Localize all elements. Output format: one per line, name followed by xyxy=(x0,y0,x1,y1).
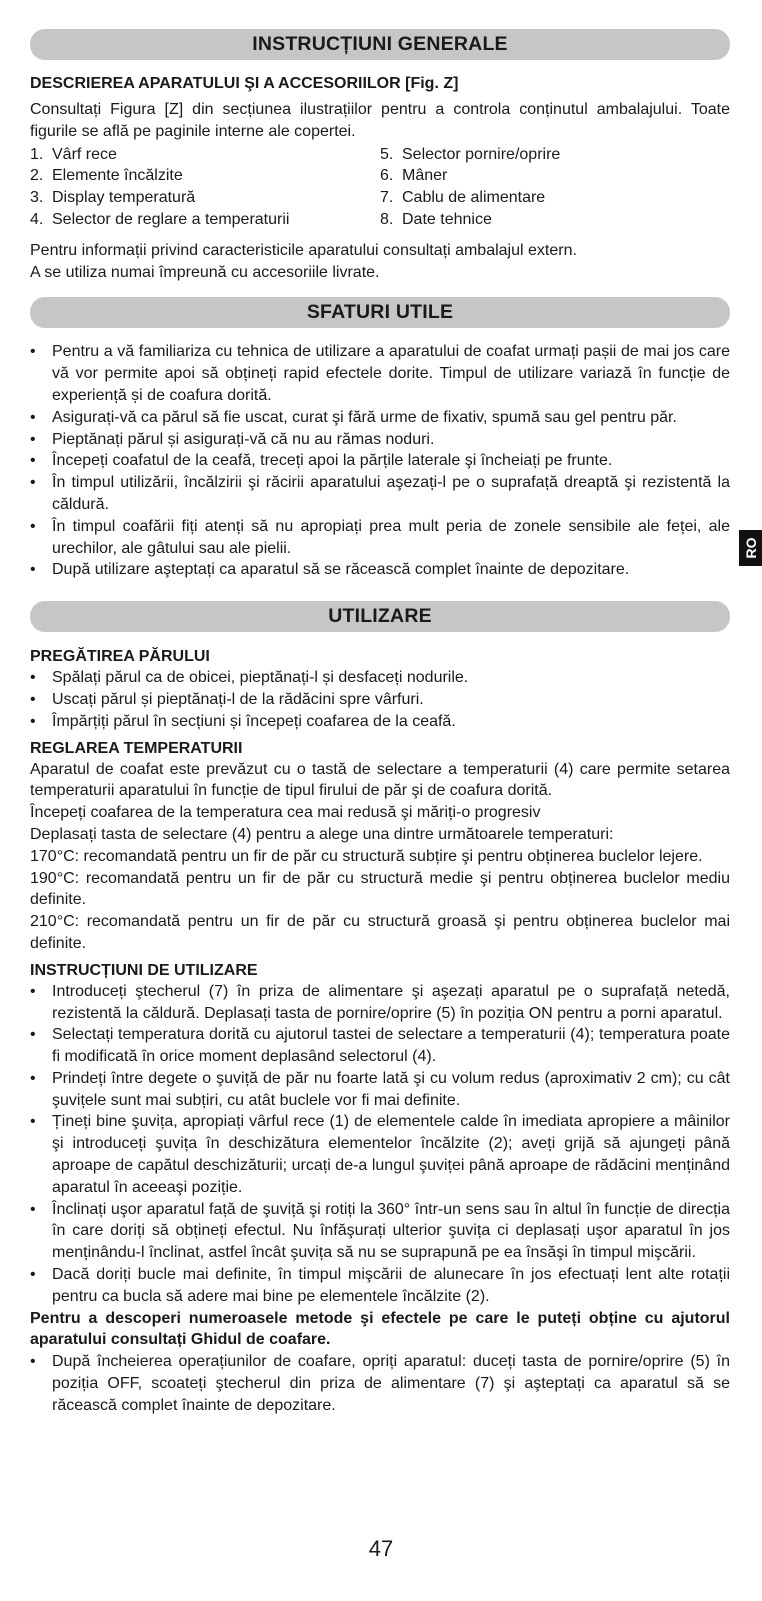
parts-list-item: 2. Elemente încălzite xyxy=(30,167,183,185)
list-item: • Spălați părul ca de obicei, pieptănați-l și desfaceți nodurile. xyxy=(30,667,730,689)
list-item: • Pieptănați părul și asigurați-vă că nu au rămas noduri. xyxy=(30,429,730,451)
page-content xyxy=(30,29,730,1417)
section-header-tips: SFATURI UTILE xyxy=(30,297,730,328)
section-header-general: INSTRUCȚIUNI GENERALE xyxy=(30,29,730,60)
list-item: • În timpul coafării fiți atenți să nu apropiați prea mult peria de zonele sensibile ale feței, ale urechilor, ale gâtului sau ale pielii. xyxy=(30,516,730,560)
prep-list xyxy=(30,667,730,732)
tips-list xyxy=(30,341,730,581)
list-item: • Împărțiți părul în secțiuni și începeți coafarea de la ceafă. xyxy=(30,711,730,733)
list-item: • După utilizare aşteptați ca aparatul să se răcească complet înainte de depozitare. xyxy=(30,559,730,581)
list-item: • Uscați părul și pieptănați-l de la rădăcini spre vârfuri. xyxy=(30,689,730,711)
list-item: • Pentru a vă familiariza cu tehnica de utilizare a aparatului de coafat urmați pașii de mai jos care vă vor permite apoi să obțineți rapid efectele dorite. Timpul de utilizare variază în funcție de experiență și de coafura dorită. xyxy=(30,341,730,406)
subheading-hair-prep: PREGĂTIREA PĂRULUI xyxy=(30,648,210,666)
parts-list-item: 3. Display temperatură xyxy=(30,189,196,207)
temperature-paragraph: Începeți coafarea de la temperatura cea mai redusă şi măriți-o progresiv xyxy=(30,804,541,822)
parts-list-item: 4. Selector de reglare a temperaturii xyxy=(30,210,290,228)
list-item: • Țineți bine şuvița, apropiați vârful rece (1) de elementele calde în imediata apropiere a mâinilor şi introduceți şuvița în deschizătura elementelor încălzite (2); aveți grijă să ajungeți până aproape de capătul deschizăturii; urcați de-a lungul şuviței până aproape de rădăcini menținând aparatul în aceeaşi poziție. xyxy=(30,1111,730,1198)
list-item: • Dacă doriți bucle mai definite, în timpul mişcării de alunecare în jos efectuați lent alte rotații pentru ca bucla să adere mai bine pe elementele încălzite (2). xyxy=(30,1264,730,1308)
language-tab: RO xyxy=(739,530,762,566)
temperature-option: 190°C: recomandată pentru un fir de păr cu structură medie şi pentru obținerea buclelor mediu definite. xyxy=(30,869,730,909)
parts-list-item: 1. Vârf rece xyxy=(30,145,117,163)
section-header-usage: UTILIZARE xyxy=(30,601,730,632)
parts-column-left xyxy=(30,144,380,231)
list-item: • După încheierea operațiunilor de coafare, opriți aparatul: duceți tasta de pornire/oprire (5) în poziția OFF, scoateți ştecherul din priza de alimentare (7) şi aşteptați ca aparatul să se răcească complet înainte de depozitare. xyxy=(30,1351,730,1416)
list-item: • Începeți coafatul de la ceafă, treceți apoi la părțile laterale şi încheiați pe frunte. xyxy=(30,450,730,472)
styling-guide-note: Pentru a descoperi numeroasele metode şi efectele pe care le puteți obține cu ajutorul aparatului consultați Ghidul de coafare. xyxy=(30,1309,730,1349)
subheading-description: DESCRIEREA APARATULUI ŞI A ACCESORIILOR [Fig. Z] xyxy=(30,75,459,92)
parts-list-item: 8. Date tehnice xyxy=(380,210,492,228)
list-item: • Prindeți între degete o şuviță de păr nu foarte lată şi cu volum redus (aproximativ 2 cm); cu cât şuvițele sunt mai subțiri, cu atât buclele vor fi mai definite. xyxy=(30,1068,730,1112)
parts-list-item: 7. Cablu de alimentare xyxy=(380,189,546,207)
temperature-paragraph: Deplasați tasta de selectare (4) pentru a alege una dintre următoarele temperaturi: xyxy=(30,825,614,843)
temperature-option: 170°C: recomandată pentru un fir de păr cu structură subțire şi pentru obținerea buclelor lejere. xyxy=(30,847,703,865)
usage-list xyxy=(30,981,730,1308)
subheading-temperature: REGLAREA TEMPERATURII xyxy=(30,739,243,757)
accessories-note: A se utiliza numai împreună cu accesoriile livrate. xyxy=(30,263,380,281)
list-item: • Înclinați uşor aparatul față de şuviță şi rotiți la 360° într-un sens sau în altul în funcție de direcția în care doriți să obțineți efectul. Nu înfăşurați ulterior şuvița ci deplasați uşor aparatul în jos menținându-l înclinat, astfel încât şuvița să nu se suprapună pe ea însăşi în timpul mişcării. xyxy=(30,1199,730,1264)
parts-list xyxy=(30,144,730,231)
intro-paragraph: Consultați Figura [Z] din secțiunea ilustrațiilor pentru a controla conținutul ambalajului. Toate figurile se află pe paginile interne ale copertei. xyxy=(30,101,730,140)
parts-column-right xyxy=(380,144,730,231)
subheading-usage-instructions: INSTRUCȚIUNI DE UTILIZARE xyxy=(30,961,258,979)
list-item: • Introduceți ştecherul (7) în priza de alimentare şi aşezați aparatul pe o suprafață netedă, rezistentă la căldură. Deplasați tasta de pornire/oprire (5) în poziția ON pentru a porni aparatul. xyxy=(30,981,730,1025)
temperature-paragraph: Aparatul de coafat este prevăzut cu o tastă de selectare a temperaturii (4) care permite setarea temperaturii aparatului în funcție de tipul firului de păr şi de coafura dorită. xyxy=(30,760,730,800)
page-number: 47 xyxy=(368,1536,394,1561)
list-item: • Asigurați-vă ca părul să fie uscat, curat şi fără urme de fixativ, spumă sau gel pentru păr. xyxy=(30,407,730,429)
final-list xyxy=(30,1351,730,1416)
parts-list-item: 6. Mâner xyxy=(380,167,448,185)
temperature-option: 210°C: recomandată pentru un fir de păr cu structură groasă şi pentru obținerea buclelor mai definite. xyxy=(30,913,730,952)
parts-list-item: 5. Selector pornire/oprire xyxy=(380,145,561,163)
info-note: Pentru informații privind caracteristicile aparatului consultați ambalajul extern. xyxy=(30,241,577,259)
list-item: • Selectați temperatura dorită cu ajutorul tastei de selectare a temperaturii (4); temperatura poate fi modificată în orice moment deplasând selectorul (4). xyxy=(30,1024,730,1068)
list-item: • În timpul utilizării, încălzirii şi răcirii aparatului aşezați-l pe o suprafață dreaptă şi rezistentă la căldură. xyxy=(30,472,730,516)
